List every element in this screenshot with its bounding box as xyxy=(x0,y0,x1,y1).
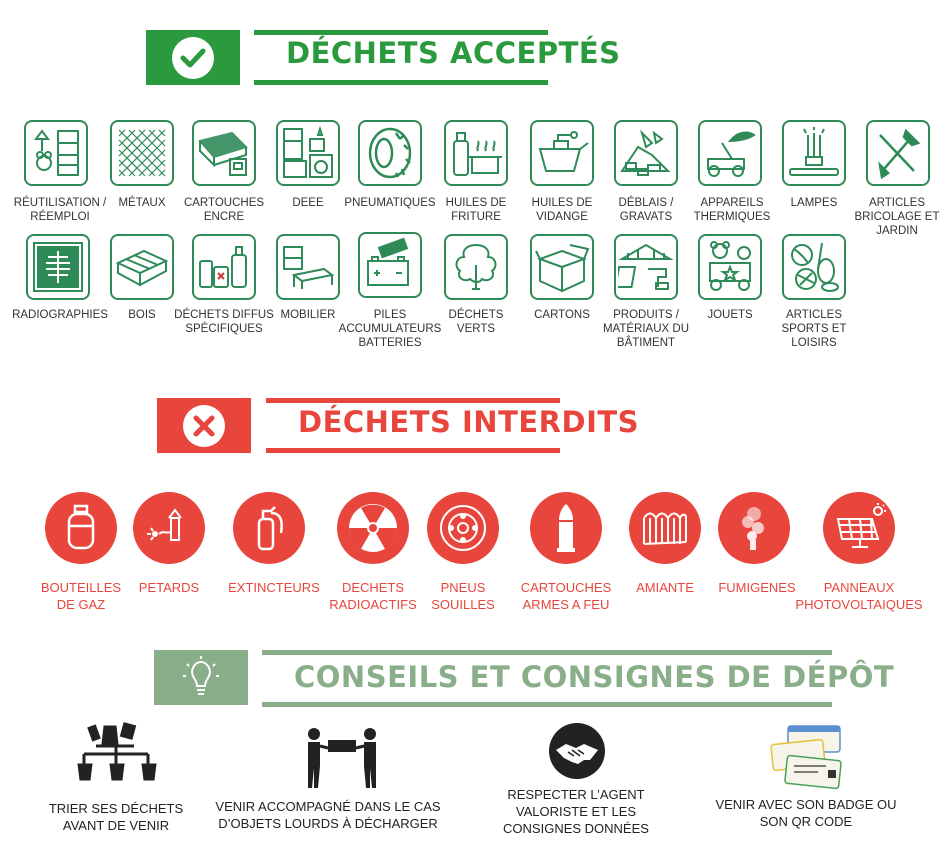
label-thermiques: APPAREILS THERMIQUES xyxy=(693,197,771,223)
label-respecter: RESPECTER L’AGENT VALORISTE ET LES CONSIGNES DONNÉES xyxy=(503,787,649,836)
pallet-icon xyxy=(110,234,174,300)
label-batiment: PRODUITS / MATÉRIAUX DU BÂTIMENT xyxy=(602,309,690,349)
forbidden-line-bottom xyxy=(266,448,560,453)
label-radiographies: RADIOGRAPHIES xyxy=(12,309,108,321)
label-lampes: LAMPES xyxy=(790,197,838,209)
xray-icon xyxy=(26,234,90,300)
building-materials-icon xyxy=(614,234,678,300)
smoke-icon xyxy=(718,492,790,564)
label-bois: BOIS xyxy=(128,309,156,321)
gas-bottle-icon xyxy=(45,492,117,564)
label-bricolage: ARTICLES BRICOLAGE ET JARDIN xyxy=(854,197,940,237)
advice-line-top xyxy=(262,650,832,655)
label-petards: PETARDS xyxy=(138,580,200,595)
furniture-toy-icon xyxy=(24,120,88,186)
advice-header-box xyxy=(154,650,248,705)
radioactive-icon xyxy=(337,492,409,564)
label-pneumatiques: PNEUMATIQUES xyxy=(344,197,436,209)
extinguisher-icon xyxy=(233,492,305,564)
label-jouets: JOUETS xyxy=(707,309,753,321)
bullet-icon xyxy=(530,492,602,564)
label-deee: DEEE xyxy=(292,197,324,209)
tire-icon xyxy=(358,120,422,186)
label-fumigenes: FUMIGENES xyxy=(718,580,796,595)
chemicals-icon xyxy=(192,234,256,300)
battery-icon xyxy=(358,232,422,298)
label-cartons: CARTONS xyxy=(534,309,590,321)
toys-icon xyxy=(698,234,762,300)
badge-cards-icon xyxy=(768,724,846,797)
lamp-icon xyxy=(782,120,846,186)
label-friture: HUILES DE FRITURE xyxy=(445,197,507,223)
tree-icon xyxy=(444,234,508,300)
label-photovoltaiques: PANNEAUX PHOTOVOLTAIQUES xyxy=(795,580,923,612)
accepted-line-bottom xyxy=(254,80,548,85)
label-pneus: PNEUS SOUILLES xyxy=(431,580,495,612)
metal-mesh-icon xyxy=(110,120,174,186)
label-amiante: AMIANTE xyxy=(636,580,694,595)
label-metaux: MÉTAUX xyxy=(118,197,166,209)
label-cartouches-armes: CARTOUCHES ARMES A FEU xyxy=(520,580,612,612)
accepted-line-top xyxy=(254,30,548,35)
label-piles: PILES ACCUMULATEURS BATTERIES xyxy=(338,309,442,349)
forbidden-header-box xyxy=(157,398,251,453)
two-people-carry-icon xyxy=(304,726,380,795)
tools-icon xyxy=(866,120,930,186)
label-dds: DÉCHETS DIFFUS SPÉCIFIQUES xyxy=(174,309,274,335)
asbestos-icon xyxy=(629,492,701,564)
bed-icon xyxy=(276,234,340,300)
label-cartouches: CARTOUCHES ENCRE xyxy=(183,197,265,223)
check-icon xyxy=(171,36,215,80)
dirty-tire-icon xyxy=(427,492,499,564)
accepted-header-box xyxy=(146,30,240,85)
label-verts: DÉCHETS VERTS xyxy=(448,309,504,335)
oil-can-icon xyxy=(530,120,594,186)
sorting-icon xyxy=(74,720,158,795)
ink-cartridge-icon xyxy=(192,120,256,186)
label-vidange: HUILES DE VIDANGE xyxy=(531,197,593,223)
frying-oil-icon xyxy=(444,120,508,186)
handshake-icon xyxy=(548,722,606,785)
label-radioactifs: DECHETS RADIOACTIFS xyxy=(329,580,417,612)
box-icon xyxy=(530,234,594,300)
cross-icon xyxy=(182,404,226,448)
label-gaz: BOUTEILLES DE GAZ xyxy=(40,580,122,612)
label-badge: VENIR AVEC SON BADGE OU SON QR CODE xyxy=(715,797,897,829)
sports-icon xyxy=(782,234,846,300)
solar-panel-icon xyxy=(823,492,895,564)
label-reemploi: RÉUTILISATION / RÉEMPLOI xyxy=(13,197,107,223)
lightbulb-icon xyxy=(179,656,223,700)
label-mobilier: MOBILIER xyxy=(280,309,336,321)
advice-line-bottom xyxy=(262,702,832,707)
label-accompagne: VENIR ACCOMPAGNÉ DANS LE CAS D’OBJETS LOURDS À DÉCHARGER xyxy=(215,799,441,831)
forbidden-title: DÉCHETS INTERDITS xyxy=(298,405,640,439)
advice-title: CONSEILS ET CONSIGNES DE DÉPÔT xyxy=(294,660,895,694)
rubble-icon xyxy=(614,120,678,186)
label-trier: TRIER SES DÉCHETS AVANT DE VENIR xyxy=(48,801,184,833)
label-sports: ARTICLES SPORTS ET LOISIRS xyxy=(781,309,847,349)
accepted-title: DÉCHETS ACCEPTÉS xyxy=(286,36,621,70)
label-extincteurs: EXTINCTEURS xyxy=(228,580,320,595)
appliances-icon xyxy=(276,120,340,186)
forbidden-line-top xyxy=(266,398,560,403)
label-gravats: DÉBLAIS / GRAVATS xyxy=(618,197,674,223)
lawnmower-icon xyxy=(698,120,762,186)
firework-icon xyxy=(133,492,205,564)
